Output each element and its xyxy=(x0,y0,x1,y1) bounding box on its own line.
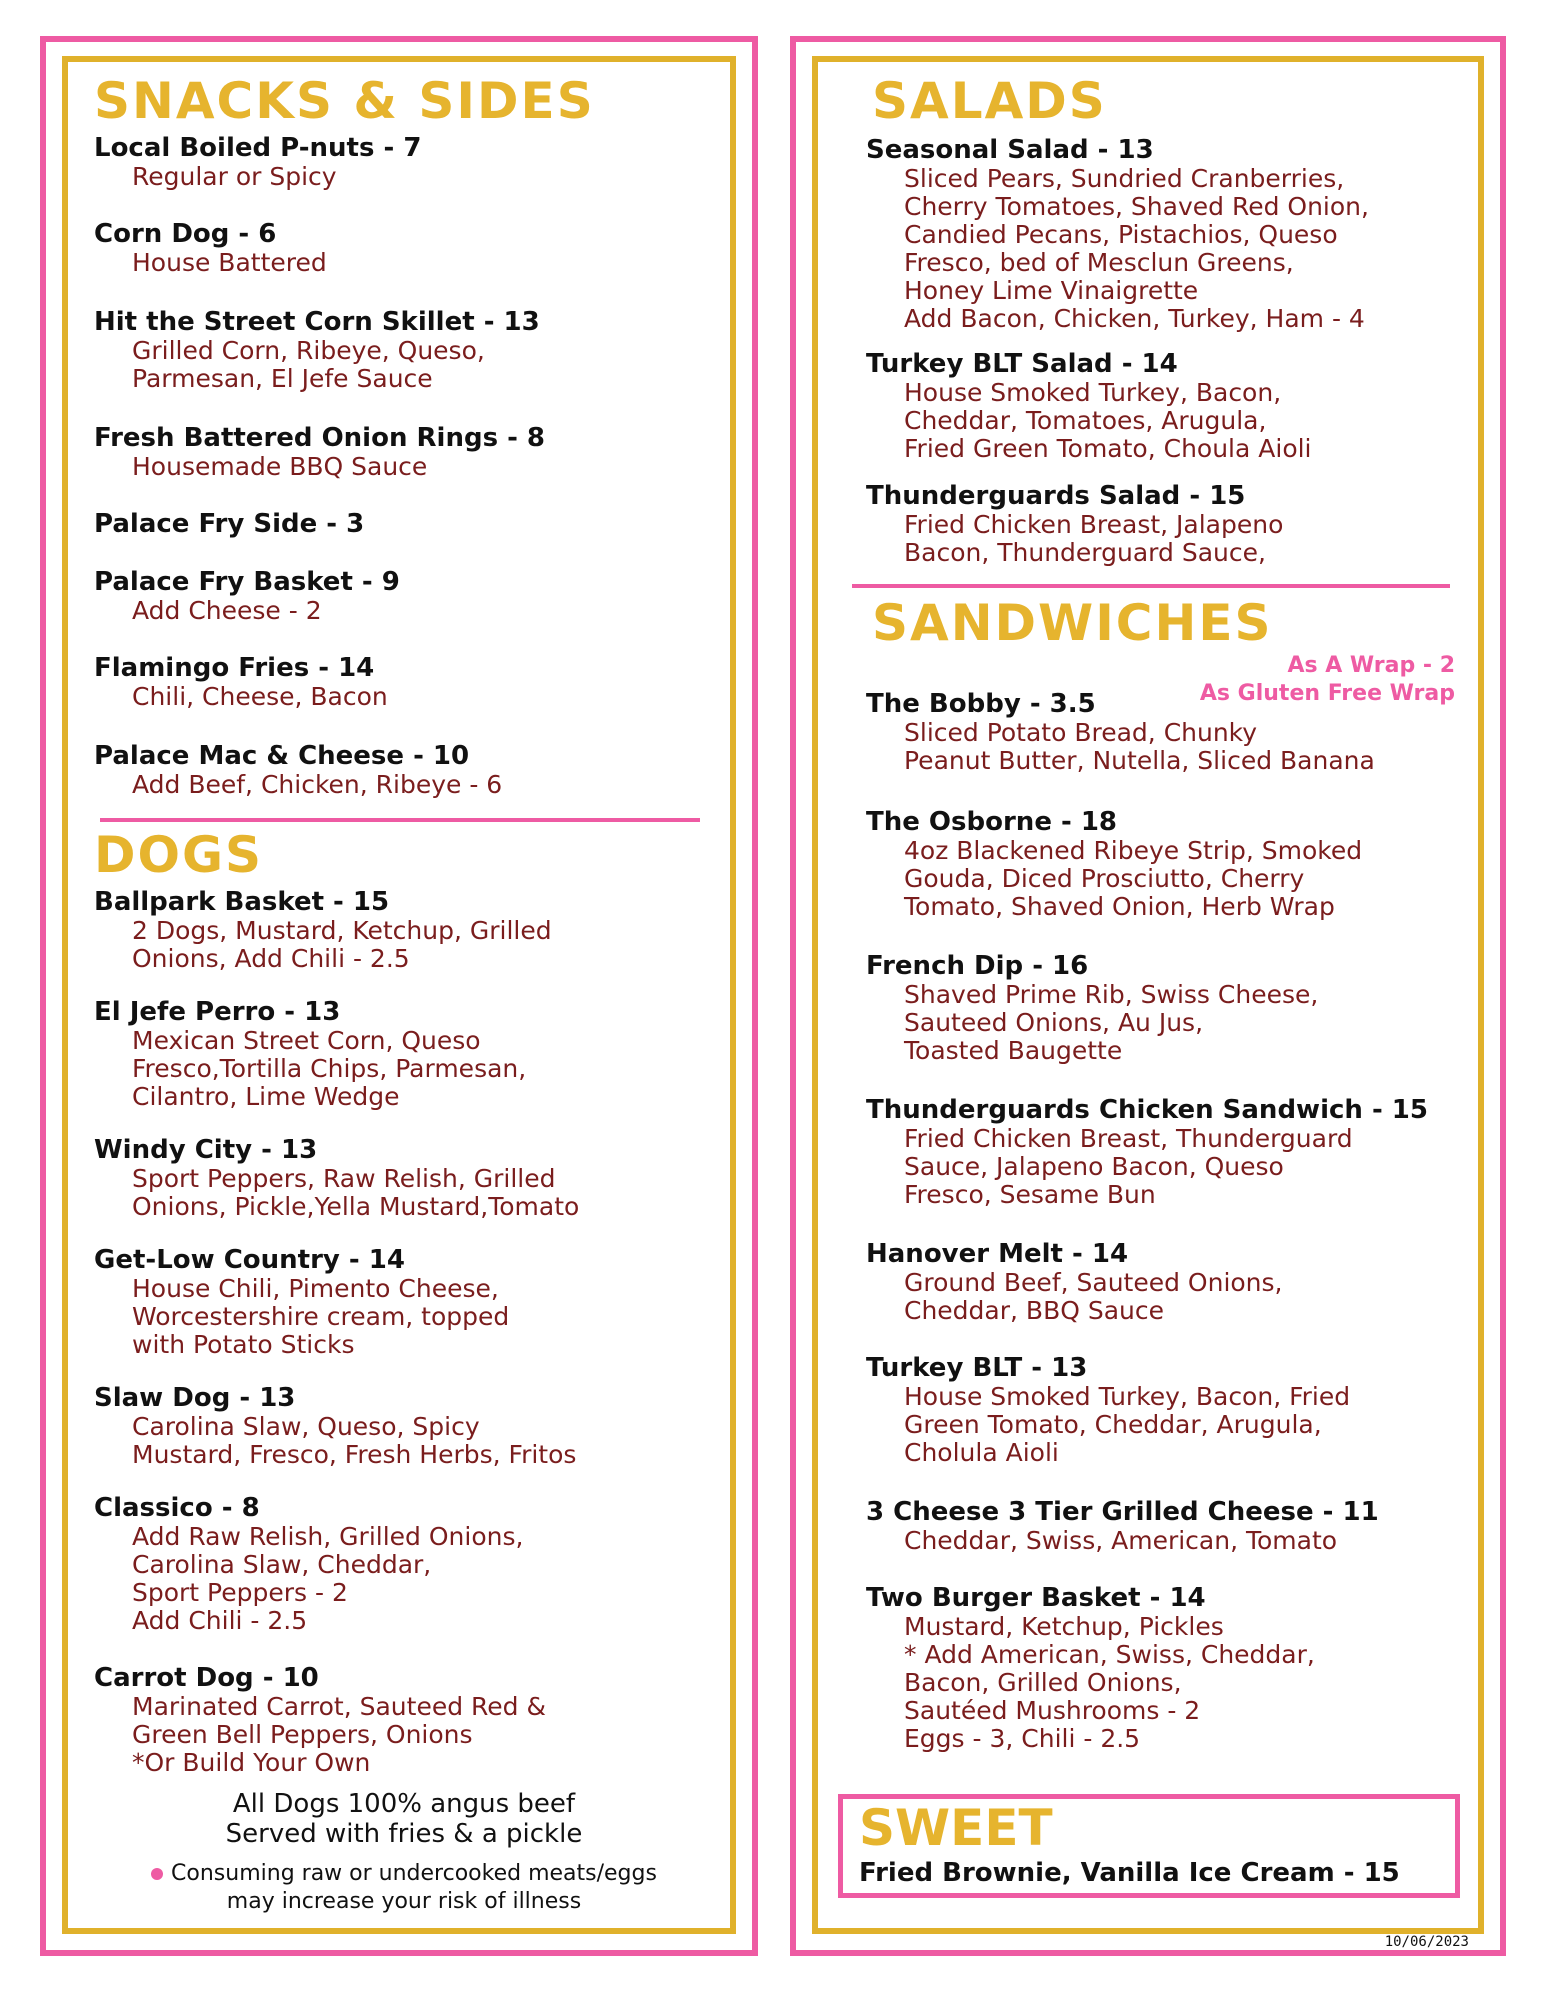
sandwiches-item-name: French Dip - 16 xyxy=(866,951,1089,981)
sandwiches-item-description: Mustard, Ketchup, Pickles xyxy=(904,1612,1224,1641)
dogs-item-name: Ballpark Basket - 15 xyxy=(94,887,390,917)
dogs-item-name: Carrot Dog - 10 xyxy=(94,1663,319,1693)
dogs-item-description: Green Bell Peppers, Onions xyxy=(132,1720,473,1749)
sandwiches-item xyxy=(866,690,1375,775)
snacks-item xyxy=(94,424,545,481)
snacks-item-name: Palace Mac & Cheese - 10 xyxy=(94,741,470,771)
sandwiches-heading: SANDWICHES xyxy=(872,594,1273,652)
snacks-item-description: Add Cheese - 2 xyxy=(132,596,322,625)
salads-item-description: Fried Chicken Breast, Jalapeno xyxy=(904,510,1284,539)
snacks-item xyxy=(94,510,364,539)
dogs-item-description: Sport Peppers - 2 xyxy=(132,1578,348,1607)
salads-item-description: Fried Green Tomato, Choula Aioli xyxy=(904,434,1312,463)
sandwiches-item-description: Gouda, Diced Prosciutto, Cherry xyxy=(904,864,1305,893)
salads-item-description: Cheddar, Tomatoes, Arugula, xyxy=(904,406,1267,435)
snacks-item-name: Hit the Street Corn Skillet - 13 xyxy=(94,307,540,337)
dogs-item-name: Classico - 8 xyxy=(94,1493,260,1523)
sandwiches-item-description: Fresco, Sesame Bun xyxy=(904,1180,1156,1209)
dogs-item-description: Add Raw Relish, Grilled Onions, xyxy=(132,1522,524,1551)
sandwiches-item xyxy=(866,952,1318,1065)
sandwiches-item xyxy=(866,1096,1428,1209)
salads-item-description: Bacon, Thunderguard Sauce, xyxy=(904,538,1266,567)
dogs-item-description: 2 Dogs, Mustard, Ketchup, Grilled xyxy=(132,916,552,945)
bullet-dot-icon xyxy=(151,1868,163,1880)
dogs-item-description: with Potato Sticks xyxy=(132,1330,355,1359)
dogs-item xyxy=(94,888,552,973)
dogs-item-name: El Jefe Perro - 13 xyxy=(94,997,341,1027)
dogs-item-description: Onions, Add Chili - 2.5 xyxy=(132,944,410,973)
sandwiches-item-description: Ground Beef, Sauteed Onions, xyxy=(904,1268,1283,1297)
snacks-item-description: Housemade BBQ Sauce xyxy=(132,452,428,481)
dogs-item-description: Carolina Slaw, Queso, Spicy xyxy=(132,1412,480,1441)
sweet-box xyxy=(838,1794,1460,1898)
salads-heading: SALADS xyxy=(872,72,1107,130)
snacks-item-description: Chili, Cheese, Bacon xyxy=(132,682,388,711)
sandwiches-item-description: Cheddar, BBQ Sauce xyxy=(904,1296,1164,1325)
snacks-item-description: Parmesan, El Jefe Sauce xyxy=(132,364,433,393)
dogs-note-angus: All Dogs 100% angus beef xyxy=(232,1789,576,1819)
salads-item-description: Cherry Tomatoes, Shaved Red Onion, xyxy=(904,192,1369,221)
dogs-item-description: Marinated Carrot, Sauteed Red & xyxy=(132,1692,546,1721)
salads-divider xyxy=(852,584,1450,588)
salads-item-description: Honey Lime Vinaigrette xyxy=(904,276,1199,305)
snacks-item xyxy=(94,134,421,191)
snacks-item-name: Palace Fry Side - 3 xyxy=(94,509,365,539)
snacks-heading: SNACKS & SIDES xyxy=(94,72,595,130)
dogs-item-name: Slaw Dog - 13 xyxy=(94,1383,296,1413)
dogs-note-served: Served with fries & a pickle xyxy=(225,1819,583,1849)
dogs-item-description: Add Chili - 2.5 xyxy=(132,1606,308,1635)
snacks-item-name: Local Boiled P-nuts - 7 xyxy=(94,133,422,163)
snacks-item-name: Flamingo Fries - 14 xyxy=(94,653,375,683)
sandwiches-item-description: Cholula Aioli xyxy=(904,1438,1059,1467)
sandwiches-item-description: Sautéed Mushrooms - 2 xyxy=(904,1696,1201,1725)
salads-item xyxy=(866,482,1283,567)
snacks-item xyxy=(94,654,388,711)
salads-item xyxy=(866,350,1312,463)
salads-item-description: Candied Pecans, Pistachios, Queso xyxy=(904,220,1338,249)
wrap-note-wrap: As A Wrap - 2 xyxy=(1287,653,1455,678)
dogs-item xyxy=(94,1494,523,1635)
disclaimer-line-2: may increase your risk of illness xyxy=(226,1889,582,1914)
sandwiches-item-name: The Osborne - 18 xyxy=(866,807,1118,837)
sandwiches-item-description: Tomato, Shaved Onion, Herb Wrap xyxy=(904,892,1335,921)
sandwiches-item-description: * Add American, Swiss, Cheddar, xyxy=(904,1640,1315,1669)
sandwiches-item-description: House Smoked Turkey, Bacon, Fried xyxy=(904,1382,1351,1411)
salads-item-name: Thunderguards Salad - 15 xyxy=(866,481,1246,511)
sandwiches-item-description: Sauce, Jalapeno Bacon, Queso xyxy=(904,1152,1284,1181)
dogs-item-description: Mexican Street Corn, Queso xyxy=(132,1026,481,1055)
wrap-note-gluten-free: As Gluten Free Wrap xyxy=(1199,681,1455,706)
disclaimer-line-1: Consuming raw or undercooked meats/eggs xyxy=(171,1861,657,1886)
snacks-item-description: Add Beef, Chicken, Ribeye - 6 xyxy=(132,770,503,799)
dogs-item-description: Carolina Slaw, Cheddar, xyxy=(132,1550,432,1579)
dogs-item-description: Cilantro, Lime Wedge xyxy=(132,1082,400,1111)
snacks-item-description: Regular or Spicy xyxy=(132,162,337,191)
dogs-item-name: Windy City - 13 xyxy=(94,1135,318,1165)
sandwiches-item-description: Peanut Butter, Nutella, Sliced Banana xyxy=(904,746,1375,775)
dogs-item-name: Get-Low Country - 14 xyxy=(94,1245,405,1275)
salads-item-name: Seasonal Salad - 13 xyxy=(866,135,1154,165)
dogs-item xyxy=(94,998,526,1111)
sandwiches-item-name: The Bobby - 3.5 xyxy=(866,689,1096,719)
sandwiches-item-name: Turkey BLT - 13 xyxy=(866,1353,1088,1383)
dogs-item xyxy=(94,1664,546,1777)
sandwiches-item-description: Fried Chicken Breast, Thunderguard xyxy=(904,1124,1353,1153)
sandwiches-item-name: 3 Cheese 3 Tier Grilled Cheese - 11 xyxy=(866,1497,1379,1527)
sandwiches-item-description: 4oz Blackened Ribeye Strip, Smoked xyxy=(904,836,1363,865)
snacks-divider xyxy=(100,818,700,822)
sandwiches-item-name: Two Burger Basket - 14 xyxy=(866,1583,1206,1613)
salads-item-description: Fresco, bed of Mesclun Greens, xyxy=(904,248,1294,277)
dogs-item-description: Sport Peppers, Raw Relish, Grilled xyxy=(132,1164,556,1193)
sandwiches-item-name: Thunderguards Chicken Sandwich - 15 xyxy=(866,1095,1428,1125)
sweet-heading: SWEET xyxy=(859,1799,1053,1857)
dogs-item-description: Onions, Pickle,Yella Mustard,Tomato xyxy=(132,1192,580,1221)
dogs-item-description: Worcestershire cream, topped xyxy=(132,1302,510,1331)
sandwiches-item xyxy=(866,1354,1350,1467)
sandwiches-item xyxy=(866,1240,1283,1325)
sandwiches-item-description: Shaved Prime Rib, Swiss Cheese, xyxy=(904,980,1319,1009)
sandwiches-item-description: Sliced Potato Bread, Chunky xyxy=(904,718,1258,747)
sandwiches-item-description: Eggs - 3, Chili - 2.5 xyxy=(904,1724,1141,1753)
snacks-item-description: House Battered xyxy=(132,248,327,277)
snacks-item-name: Fresh Battered Onion Rings - 8 xyxy=(94,423,546,453)
sandwiches-item-description: Sauteed Onions, Au Jus, xyxy=(904,1008,1204,1037)
sandwiches-item-description: Bacon, Grilled Onions, xyxy=(904,1668,1182,1697)
sweet-item: Fried Brownie, Vanilla Ice Cream - 15 xyxy=(859,1858,1400,1888)
disclaimer xyxy=(84,1860,724,1916)
snacks-item xyxy=(94,220,327,277)
dogs-item-description: *Or Build Your Own xyxy=(132,1748,371,1777)
dogs-item-description: Mustard, Fresco, Fresh Herbs, Fritos xyxy=(132,1440,577,1469)
sandwiches-item-description: Cheddar, Swiss, American, Tomato xyxy=(904,1526,1338,1555)
dogs-heading: DOGS xyxy=(94,826,264,884)
snacks-item xyxy=(94,308,540,393)
snacks-item-description: Grilled Corn, Ribeye, Queso, xyxy=(132,336,485,365)
menu-date: 10/06/2023 xyxy=(1384,1934,1469,1950)
salads-item xyxy=(866,136,1369,333)
snacks-item xyxy=(94,568,400,625)
sandwiches-item xyxy=(866,1584,1315,1753)
salads-item-description: Sliced Pears, Sundried Cranberries, xyxy=(904,164,1345,193)
sandwiches-item xyxy=(866,1498,1379,1555)
snacks-item xyxy=(94,742,502,799)
sandwiches-item-name: Hanover Melt - 14 xyxy=(866,1239,1129,1269)
dogs-item xyxy=(94,1136,579,1221)
snacks-item-name: Palace Fry Basket - 9 xyxy=(94,567,400,597)
snacks-item-name: Corn Dog - 6 xyxy=(94,219,277,249)
dogs-item-description: Fresco,Tortilla Chips, Parmesan, xyxy=(132,1054,527,1083)
dogs-item xyxy=(94,1384,576,1469)
dogs-item xyxy=(94,1246,509,1359)
salads-item-description: House Smoked Turkey, Bacon, xyxy=(904,378,1282,407)
sandwiches-item-description: Green Tomato, Cheddar, Arugula, xyxy=(904,1410,1322,1439)
dogs-item-description: House Chili, Pimento Cheese, xyxy=(132,1274,499,1303)
salads-item-name: Turkey BLT Salad - 14 xyxy=(866,349,1178,379)
sandwiches-item xyxy=(866,808,1362,921)
sandwiches-item-description: Toasted Baugette xyxy=(904,1036,1123,1065)
salads-item-description: Add Bacon, Chicken, Turkey, Ham - 4 xyxy=(904,304,1365,333)
